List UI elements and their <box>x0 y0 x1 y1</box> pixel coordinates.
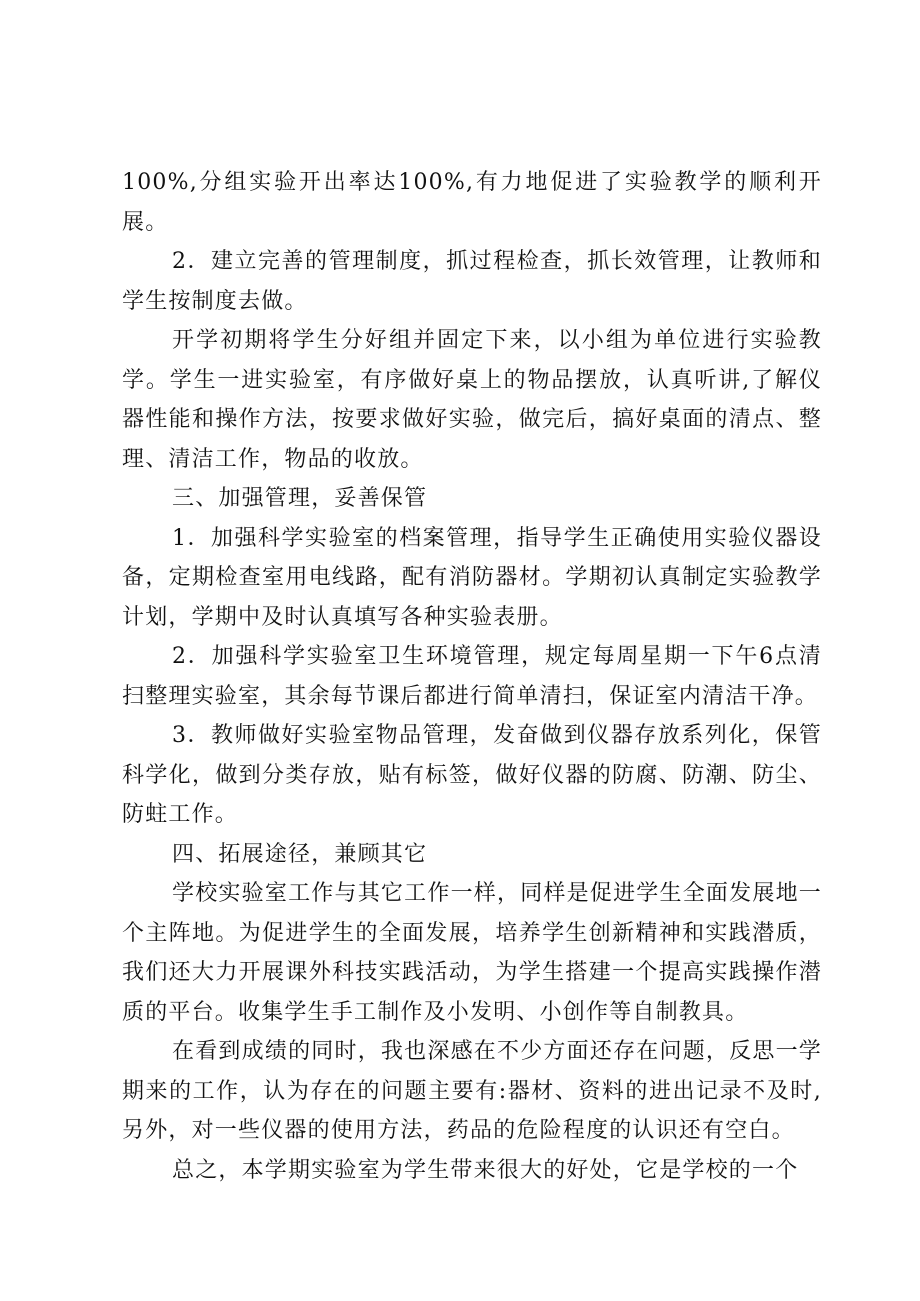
paragraph-grouping: 开学初期将学生分好组并固定下来，以小组为单位进行实验教学。学生一进实验室，有序做好桌上的物品摆放，认真听讲,了解仪器性能和操作方法，按要求做好实验，做完后，搞好桌面的清点、整理、清洁工作，物品的收放。 <box>122 328 822 472</box>
paragraph-reflection: 在看到成绩的同时，我也深感在不少方面还存在问题，反思一学期来的工作，认为存在的问题主要有:器材、资料的进出记录不及时,另外，对一些仪器的使用方法，药品的危险程度的认识还有空白。 <box>122 1039 822 1143</box>
document-body <box>122 163 822 1190</box>
paragraph-item-management: 3．教师做好实验室物品管理，发奋做到仪器存放系列化，保管科学化，做到分类存放，贴有标签，做好仪器的防腐、防潮、防尘、防蛀工作。 <box>122 723 822 827</box>
paragraph-summary: 总之，本学期实验室为学生带来很大的好处，它是学校的一个 <box>172 1157 799 1183</box>
paragraph-hygiene-management: 2．加强科学实验室卫生环境管理，规定每周星期一下午6点清扫整理实验室，其余每节课后都进行简单清扫，保证室内清洁干净。 <box>122 644 822 709</box>
paragraph-archive-management: 1．加强科学实验室的档案管理，指导学生正确使用实验仪器设备，定期检查室用电线路，配有消防器材。学期初认真制定实验教学计划，学期中及时认真填写各种实验表册。 <box>122 525 822 630</box>
section-heading-3: 三、加强管理，妥善保管 <box>172 486 428 511</box>
paragraph-extended-activities: 学校实验室工作与其它工作一样，同样是促进学生全面发展地一个主阵地。为促进学生的全面发展，培养学生创新精神和实践潜质，我们还大力开展课外科技实践活动，为学生搭建一个提高实践操作潜质的平台。收集学生手工制作及小发明、小创作等自制教具。 <box>122 881 822 1025</box>
section-heading-4: 四、拓展途径，兼顾其它 <box>172 841 428 867</box>
paragraph-management-system: 2．建立完善的管理制度，抓过程检查，抓长效管理，让教师和学生按制度去做。 <box>122 249 822 314</box>
paragraph-continuation: 100%,分组实验开出率达100%,有力地促进了实验教学的顺利开展。 <box>122 170 822 235</box>
